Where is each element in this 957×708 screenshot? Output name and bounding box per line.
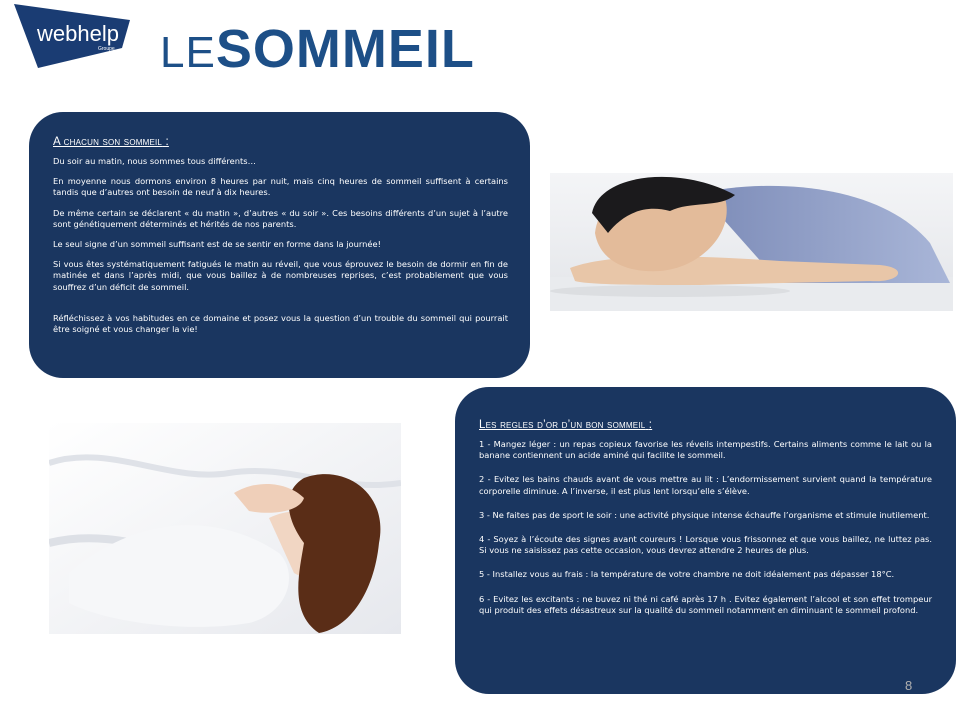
page-number: 8 — [905, 678, 913, 693]
paragraph: Si vous êtes systématiquement fatigués le matin au réveil, que vous éprouvez le besoin de dormir en fin de matinée et dans l’après midi, que vous baillez à de nombreuses reprises, c’est probablement que vous souffrez d’un déficit de sommeil. — [53, 259, 508, 292]
rule-item: 6 - Evitez les excitants : ne buvez ni thé ni café après 17 h . Evitez également l’alcool et son effet trompeur qui produit des effets désastreux sur la qualité du sommeil notamment en diminuant le sommeil profond. — [479, 593, 932, 615]
section-golden-rules — [455, 387, 956, 694]
rule-item: 3 - Ne faites pas de sport le soir : une activité physique intense échauffe l’organisme et stimule inutilement. — [479, 509, 930, 520]
paragraph: En moyenne nous dormons environ 8 heures par nuit, mais cinq heures de sommeil suffisent à certains tandis que d’autres ont besoin de neuf à dix heures. — [53, 176, 508, 198]
section-sleep-needs — [29, 112, 530, 378]
paragraph: De même certain se déclarent « du matin », d’autres « du soir ». Ces besoins différents d’un sujet à l’autre sont génétiquement déterminés et hérités de nos parents. — [53, 207, 508, 229]
page-title — [160, 19, 475, 79]
rule-item: 2 - Evitez les bains chauds avant de vous mettre au lit : L’endormissement survient quand la température corporelle diminue. A l’inverse, il est plus lent lorsqu’elle s’élève. — [479, 474, 932, 496]
photo-man-sleeping-on-desk — [550, 173, 953, 311]
paragraph: Le seul signe d’un sommeil suffisant est de se sentir en forme dans la journée! — [53, 239, 381, 250]
photo-woman-sleeping-in-bed — [49, 423, 401, 634]
section-heading: Les regles d’or d’un bon sommeil : — [479, 419, 653, 431]
rule-item: 1 - Mangez léger : un repas copieux favorise les réveils intempestifs. Certains aliments comme le lait ou la banane contiennent un acide aminé qui facilite le sommeil. — [479, 439, 932, 461]
rule-item: 5 - Installez vous au frais : la température de votre chambre ne doit idéalement pas dépasser 18°C. — [479, 569, 895, 580]
logo-text: webhelp — [37, 21, 119, 46]
title-main: SOMMEIL — [215, 19, 475, 79]
title-prefix: LE — [160, 28, 216, 77]
rule-item: 4 - Soyez à l’écoute des signes avant coureurs ! Lorsque vous frissonnez et que vous baillez, ne luttez pas. Si vous ne saisissez pas cette occasion, vous devrez attendre 2 heures de plus. — [479, 534, 932, 556]
paragraph: Réfléchissez à vos habitudes en ce domaine et posez vous la question d’un trouble du sommeil qui pourrait être soigné et vous changer la vie! — [53, 312, 508, 335]
paragraph: Du soir au matin, nous sommes tous différents… — [53, 156, 256, 166]
logo-subtext: Groupe — [98, 46, 115, 52]
section-heading: A chacun son sommeil : — [53, 136, 169, 148]
webhelp-logo — [10, 0, 135, 70]
